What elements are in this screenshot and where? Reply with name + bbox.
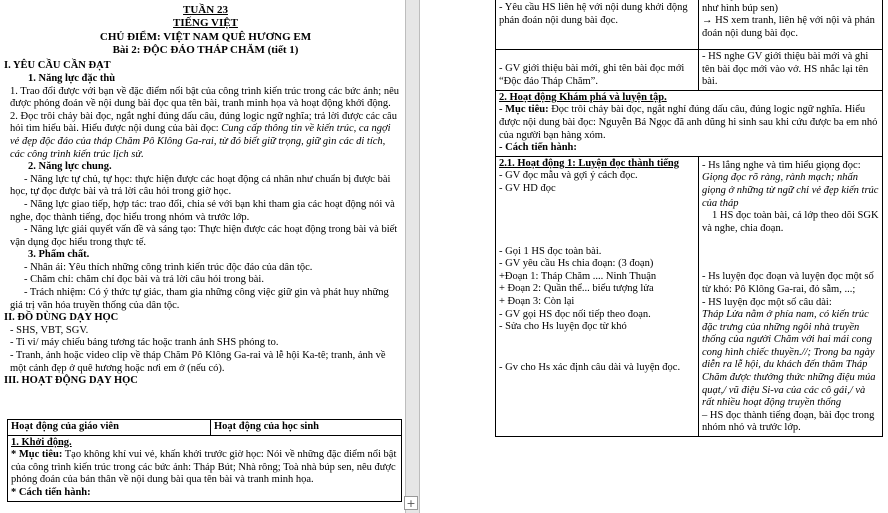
method-label: * Cách tiến hành: [11,486,91,498]
paragraph [702,160,879,210]
paragraph [11,449,398,487]
table-cell [8,435,402,501]
paragraph: - Tranh, ảnh hoặc video clip về tháp Chăm Pô Klông Ga-rai và lễ hội Ka-tê; tranh, ảnh về một cảnh đẹp ở quê hương hoặc nơi em ở (nếu có). [10,350,386,374]
paragraph: - GV gọi HS đọc nối tiếp theo đoạn. [499,308,651,320]
paragraph: - Gọi 1 HS đọc toàn bài. [499,245,602,257]
paragraph: - GV HD đọc [499,182,556,194]
student-cell [699,0,883,50]
teacher-cell [496,156,699,436]
paragraph: +Đoạn 1: Tháp Chăm .... Ninh Thuận [499,270,657,282]
paragraph: - Gv cho Hs xác định câu dài và luyện đọc. [499,361,681,373]
table-row [496,0,883,50]
paragraph: - GV đọc mẫu và gợi ý cách đọc. [499,170,638,182]
method-label: - Cách tiến hành: [499,142,577,154]
paragraph: - HS luyện đọc một số câu dài: [702,296,832,308]
table-cell [496,90,883,156]
subsection-title: 1. Năng lực đặc thù [28,72,116,84]
student-cell [699,156,883,436]
paragraph: - Sửa cho Hs luyện đọc từ khó [499,321,627,333]
paragraph: 1 HS đọc toàn bài, cả lớp theo dõi SGK và nghe, chia đoạn. [702,210,879,234]
paragraph-text: 2. Đọc trôi chảy bài đọc, ngắt nghỉ đúng dấu câu, đúng logic ngữ nghĩa; trả lời được các câu hỏi tìm hiểu bài. Hiểu được nội dung của bài đọc: [10,110,397,135]
student-column-header: Hoạt động của học sinh [211,420,402,436]
section-title: III. HOẠT ĐỘNG DẠY HỌC [4,375,138,387]
activity-title: 1. Khởi động. [11,436,72,448]
goal-text: Tạo không khí vui vẻ, khấn khởi trước giờ học: Nói về những đặc điểm nổi bật của công trình kiến trúc trong các bức ảnh: Tháp Bút; Nhà rông; Toà nhà búp sen, nêu được phỏng đoán của bản thân về nội dung bài qua tên bài và tranh minh họa. [11,449,397,486]
subject-title: TIẾNG VIỆT [173,16,238,29]
paragraph-text: - Hs lắng nghe và tìm hiểu giọng đọc: [702,159,861,171]
table-row [8,435,402,501]
activity-title: 2. Hoạt động Khám phá và luyện tập. [499,91,667,103]
add-page-button[interactable]: + [404,496,418,510]
lesson-period: (tiết 1) [267,43,299,56]
subsection-title: 2. Năng lực chung. [28,161,112,173]
lesson-title [10,44,401,57]
paragraph [499,104,879,142]
paragraph-italic: Giọng đọc rõ ràng, rành mạch; nhấn giọng ở những từ ngữ chỉ vẻ đẹp kiến trúc của tháp [702,172,879,209]
table-row [496,156,883,436]
teacher-cell [496,0,699,50]
paragraph: - Năng lực giải quyết vấn đề và sáng tạo: Thực hiện được các hoạt động trong bài và biết vận dụng đọc hiểu trong thực tế. [10,224,398,248]
paragraph: - Hs luyện đọc đoạn và luyện đọc một số từ khó: Pô Klông Ga-rai, đỏ sẫm, ...; [702,271,874,295]
paragraph: → HS xem tranh, liên hệ với nội và phán đoán nội dung bài đọc. [702,15,875,39]
theme-title: CHỦ ĐIỂM: VIỆT NAM QUÊ HƯƠNG EM [99,31,312,44]
paragraph: - Chăm chỉ: chăm chỉ đọc bài và trả lời câu hỏi trong bài. [24,274,264,286]
quote-text: Tháp Lửa nằm ở phía nam, có kiến trúc đặc trưng của những ngôi nhà truyền thống của người Chăm với hai mái cong cong hình chiếc thuyền.//; Trong ba ngày diễn ra lễ hội, du khách đến thăm Tháp Chăm được thưởng thức những điệu múa quạt,/ vũ điệu Si-va của các cô gái,/ và rất nhiều hoạt động truyền thống [702,309,876,409]
paragraph: – HS đọc thành tiếng đoạn, bài đọc trong nhóm nhỏ và trước lớp. [702,409,875,434]
table-row [496,90,883,156]
page-gutter [405,0,420,513]
subsection-title: 3. Phẩm chất. [28,249,90,261]
student-cell [699,50,883,91]
paragraph: - GV giới thiệu bài mới, ghi tên bài đọc mới “Độc đáo Tháp Chăm”. [499,63,685,87]
teacher-cell [496,50,699,91]
paragraph: - Nhân ái: Yêu thích những công trình kiến trúc độc đáo của dân tộc. [24,261,313,273]
document-page-left [0,0,405,513]
paragraph: - Năng lực tự chủ, tự học: thực hiện được các hoạt động cá nhân như chuẩn bị được bài học, tự đọc được bài và trả lời câu hỏi trong giờ học. [10,173,391,198]
paragraph: - Yêu cầu HS liên hệ với nội dung khởi động phán đoán nội dung bài đọc. [499,2,688,26]
goal-label: - Mục tiêu: [499,104,549,116]
activity-table [7,419,402,502]
paragraph: - Trách nhiệm: Có ý thức tự giác, tham gia những công việc giữ gìn và phát huy những giá trị văn hóa truyền thống của dân tộc. [10,287,389,311]
activity-table-continued [495,0,883,437]
paragraph: - Năng lực giao tiếp, hợp tác: trao đổi, chia sẻ với bạn khi tham gia các hoạt động nói và nghe, đọc thành tiếng, đọc hiểu trong nhóm và trước lớp. [10,198,395,223]
table-header-row [8,420,402,436]
paragraph: + Đoạn 3: Còn lại [499,295,575,307]
paragraph: - GV yêu cầu Hs chia đoạn: (3 đoạn) [499,258,654,270]
document-page-right [420,0,888,513]
paragraph: 1. Trao đổi được với bạn về đặc điểm nổi bật của công trình kiến trúc trong các bức ảnh; nêu được phỏng đoán về nội dung bài đọc qua tên bài, tranh minh họa và hoạt động khởi động. [10,85,400,110]
week-title: TUẦN 23 [183,4,228,16]
section-title: I. YÊU CẦU CẦN ĐẠT [4,60,111,72]
goal-label: * Mục tiêu: [11,449,63,461]
paragraph [10,111,401,161]
spacer [702,235,879,271]
table-row [496,50,883,91]
spacer [499,196,695,246]
paragraph-italic: Cung cấp thông tin về kiến trúc, ca ngợi vẻ đẹp độc đáo của tháp Chăm Pô Klông Ga-rai, từ đó biết giữ trọng, giữ gìn các di tích, các công trình kiến trúc lịch sử. [10,123,391,160]
goal-text: Đọc trôi chảy bài đọc, ngắt nghỉ đúng dấu câu, đúng logic ngữ nghĩa. Hiểu được nội dung bài đọc: Nguyễn Bá Ngọc đã anh dũng hi sinh sau khi cứu được ba em nhỏ của người bạn hàng xóm. [499,104,878,141]
teacher-column-header: Hoạt động của giáo viên [8,420,211,436]
paragraph: - HS nghe GV giới thiệu bài mới và ghi tên bài đọc mới vào vở. HS nhắc lại tên bài. [702,51,869,88]
paragraph: + Đoạn 2: Quần thể... biểu tượng lửa [499,283,654,295]
section-title: II. ĐỒ DÙNG DẠY HỌC [4,312,119,324]
paragraph: như hình búp sen) [702,2,778,14]
lesson-name: Bài 2: ĐỘC ĐÁO THÁP CHĂM [112,43,265,56]
paragraph: - SHS, VBT, SGV. [10,324,89,336]
activity-subtitle: 2.1. Hoạt động 1: Luyện đọc thành tiếng [499,157,679,169]
paragraph: - Ti vi/ máy chiếu bảng tương tác hoặc tranh ảnh SHS phóng to. [10,337,279,349]
